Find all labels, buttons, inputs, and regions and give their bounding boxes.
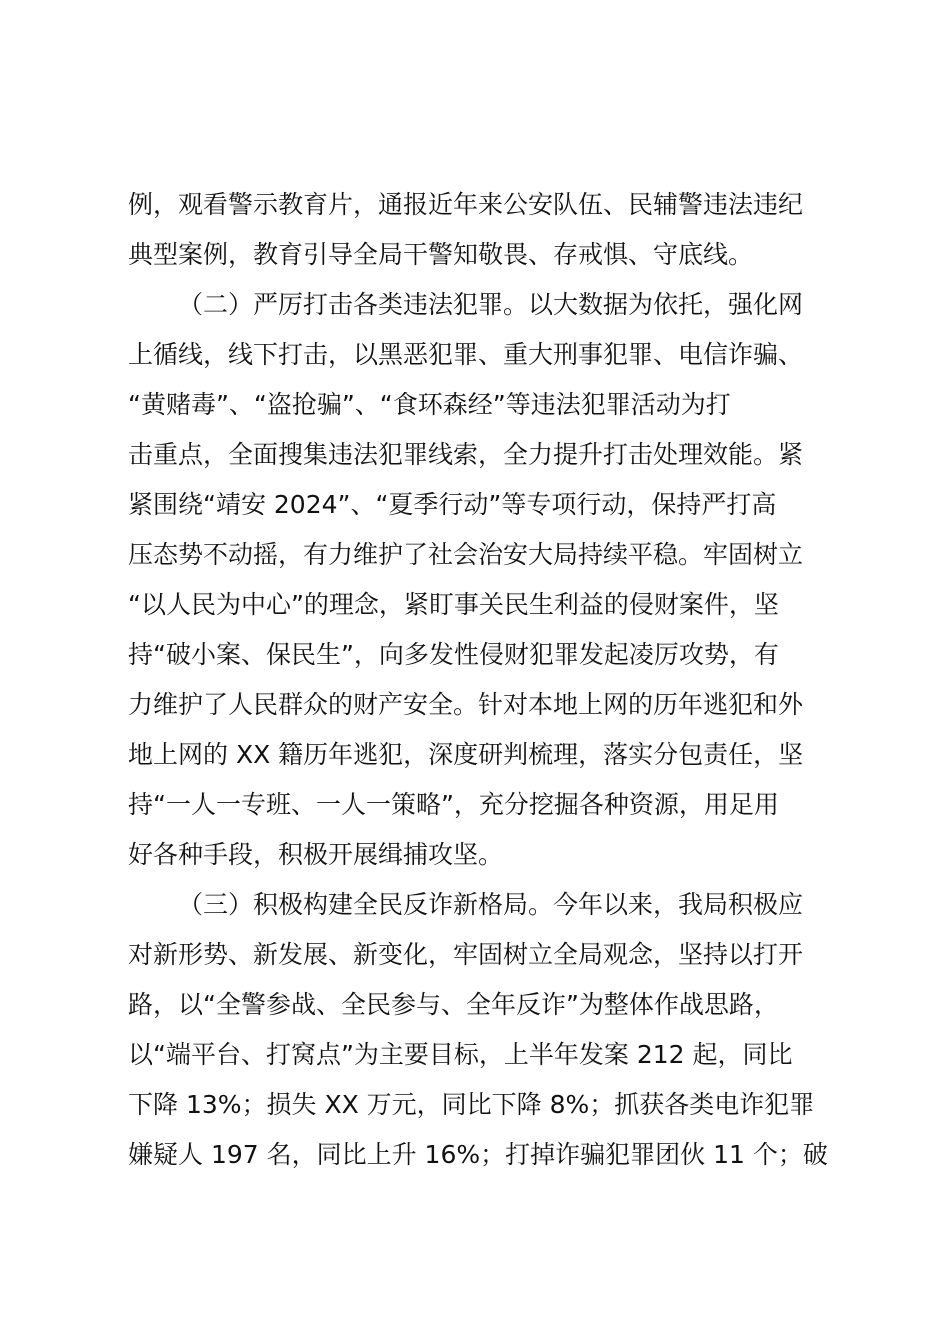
text-line: 嫌疑人 197 名，同比上升 16%；打掉诈骗犯罪团伙 11 个；破 <box>128 1140 828 1169</box>
text-line: 典型案例，教育引导全局干警知敬畏、存戒惧、守底线。 <box>128 240 754 269</box>
text-line: 持“破小案、保民生”，向多发性侵财犯罪发起凌厉攻势，有 <box>128 640 779 669</box>
text-line: “以人民为中心”的理念，紧盯事关民生利益的侵财案件，坚 <box>128 590 779 619</box>
text-line: 压态势不动摇，有力维护了社会治安大局持续平稳。牢固树立 <box>128 540 804 569</box>
text-line: 持“一人一专班、一人一策略”，充分挖掘各种资源，用足用 <box>128 790 779 819</box>
text-line: 路，以“全警参战、全民参与、全年反诈”为整体作战思路， <box>128 990 779 1019</box>
section-heading-line: （三）积极构建全民反诈新格局。今年以来，我局积极应 <box>178 890 804 919</box>
text-line: 以“端平台、打窝点”为主要目标，上半年发案 212 起，同比 <box>128 1040 793 1069</box>
text-line: 上循线，线下打击，以黑恶犯罪、重大刑事犯罪、电信诈骗、 <box>128 340 804 369</box>
text-line: “黄赌毒”、“盗抢骗”、“食环森经”等违法犯罪活动为打 <box>128 390 731 419</box>
text-line: 力维护了人民群众的财产安全。针对本地上网的历年逃犯和外 <box>128 690 804 719</box>
text-line: 对新形势、新发展、新变化，牢固树立全局观念，坚持以打开 <box>128 940 804 969</box>
text-line: 紧围绕“靖安 2024”、“夏季行动”等专项行动，保持严打高 <box>128 490 777 519</box>
section-heading-line: （二）严厉打击各类违法犯罪。以大数据为依托，强化网 <box>178 290 804 319</box>
text-line: 例，观看警示教育片，通报近年来公安队伍、民辅警违法违纪 <box>128 190 804 219</box>
text-line: 好各种手段，积极开展缉捕攻坚。 <box>128 840 504 869</box>
text-line: 下降 13%；损失 XX 万元，同比下降 8%；抓获各类电诈犯罪 <box>128 1090 815 1119</box>
text-line: 地上网的 XX 籍历年逃犯，深度研判梳理，落实分包责任，坚 <box>128 740 804 769</box>
text-line: 击重点，全面搜集违法犯罪线索，全力提升打击处理效能。紧 <box>128 440 804 469</box>
